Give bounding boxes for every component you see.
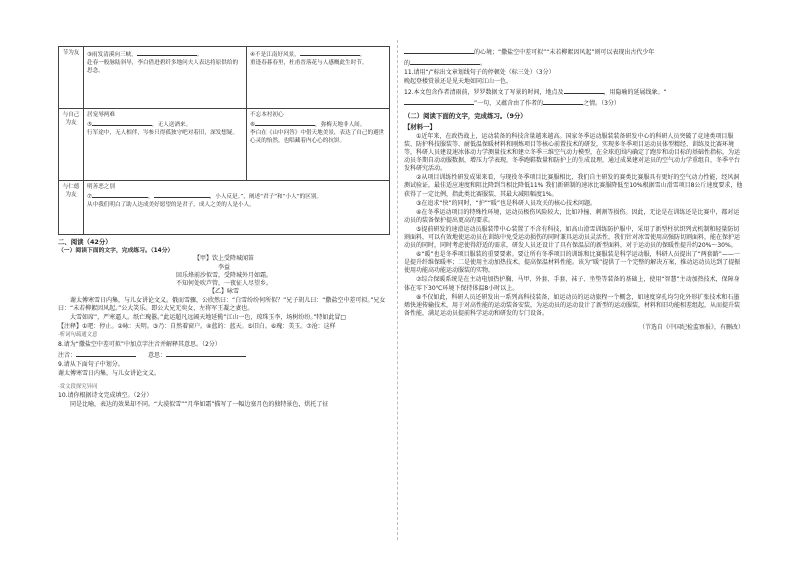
poem-jia-line1: 回乐烽前沙似雪，受降城外月如霜。 bbox=[175, 271, 272, 279]
poem-6-num: ⑥ bbox=[250, 122, 256, 129]
poem-3-line: ③雨发清溪向三峡， bbox=[87, 52, 137, 58]
cell-poem-6 bbox=[247, 109, 390, 181]
question-12d: 之情。（3分） bbox=[583, 100, 620, 108]
question-11: 11.请用“/”标出文章划线句子的停顿处（标三处）（3分） bbox=[404, 69, 555, 77]
poem-5-desc: 行军途中，无人相伴，岑参只得孤独守吧对着旧，深发想疑。 bbox=[87, 130, 239, 137]
material-para-1: ①近年来，在政热战上，运动装备的科技含量越来越高。国家冬季运动服装装备研发中心的科研人员突破了竞速类项目服装、防护科技服装等、耐低温保暖材料和刚炼项目等核心前置技术的研发，实现多冬季项目运动员体型精经、训练及比赛环境等，科研人员建设速冰体动力学测量技术和建立冬季三维空气动力模型，在全球范围内确定了跑步和动目标的基础性指标，为运动员冬期自动动服数据，增压力学表现，冬季跑鞋数量和防护上的生成设理，通过成果建对运员的空气动力学重组自，冬季平台发科研究活动。 bbox=[404, 132, 741, 173]
text-yi-title: 【乙】咏雪 bbox=[208, 287, 239, 295]
row-head-friend-of-season: 节为友 bbox=[59, 47, 84, 109]
poem-jia-line2: 不知何处吹芦管，一夜征人尽望乡。 bbox=[175, 279, 272, 287]
material-para-3: ③在追求“快”的同时，“护”“暖”也是科研人员攻关的核心技术问题。 bbox=[416, 199, 597, 207]
quote-7-title: 明善恶之别 bbox=[87, 184, 115, 190]
material-para-2: ②从项目训练性研发成果来看，与现役冬季项目比赛服相比，我们自主研发的赛类比赛服具有更好的空气动力性能，经风洞测试验证，最佳适应速度和阻比降到当相比降低11% 我们新研制的速冰比赛服降低至10%根据雪山滑雪项目8公斤速度要求，他获得了一定比例，指此类比赛服装，其最大减阻幅度1%。 bbox=[404, 174, 743, 198]
poem-4-line: ④不是江南好风景， bbox=[250, 52, 300, 58]
quote-7-line: ，小人反是。”，阐述“君子”和“小人”的区别。 bbox=[209, 194, 323, 201]
row-head-friend-of-self: 与自己为友 bbox=[59, 109, 84, 181]
q10-continue-line2: 的 bbox=[404, 60, 411, 68]
q10-blank-1[interactable] bbox=[404, 47, 474, 54]
q8-pinyin-blank[interactable] bbox=[76, 350, 136, 357]
cell-quote-7 bbox=[84, 181, 390, 235]
q8-pinyin-label: 注音： bbox=[58, 351, 77, 359]
answer-blank-4[interactable] bbox=[300, 49, 360, 56]
theme-table bbox=[58, 46, 390, 235]
left-column bbox=[58, 46, 390, 410]
q12-blank-2[interactable] bbox=[404, 98, 474, 105]
poem-5-title: 居宠辱两难 bbox=[87, 112, 115, 118]
q8-meaning-blank[interactable] bbox=[166, 350, 246, 357]
q10-blank-2[interactable] bbox=[410, 58, 480, 65]
cell-poem-4: ④不是江南好风景， 。 重逢春暮春里，杜甫晋落花与人感概此生时节。 bbox=[247, 47, 390, 109]
poem-5-line: ，无人送酒来。 bbox=[152, 122, 192, 129]
answer-blank-5[interactable] bbox=[92, 119, 152, 126]
poem-jia-author: 李益 bbox=[217, 263, 230, 271]
material-para-4: ④在冬季运动项目的特殊性环境，运动员极伤风险较大，比如冲撞、刺割等损伤。因此，无论是在训练还是比赛中，都对运动员的装备保护提出更高的要求。 bbox=[404, 208, 740, 224]
material-para-7: ⑦综合保暖系统是在主动电加热护胸、马甲、外套、手套、袜子、坐垫等装备的基础上，使用“智慧”主动加热技术，保障身体在零下30℃环境下保持体温8小时以上。 bbox=[404, 276, 740, 292]
material-para-6: ⑥“暖”也是冬季项目服装的重要要素。要让所有冬季项目的训练和比赛服装是科学运动服，科研人员提出了“两套路”——一是提升纤维保暖率；二是使用主动加热技术，提高保温材料性能。该为“暖”提供了一个完整的解决方案，推动运动员达到了提振使用功能高功能运动服装的实物。 bbox=[404, 251, 741, 275]
question-10: 10.请你根据诗文完成填空。（2分） bbox=[58, 392, 153, 400]
material-1-label: 【材料一】 bbox=[404, 123, 436, 132]
material-para-8: ⑧不仅如此，科研人员还研发出一系列高科技装备，如运动员的运动旅程一个概念，如速度穿孔均匀化外形扩张技术和石墨烯快速传输技术，用于对高性能的运动装备安装，为运动员的运动设计了新型的运动服装，材料和旧功能相差组起，从而提升装备性能，满足运动员提前科学运动和研发的专门设备。 bbox=[404, 293, 741, 317]
poem-4-desc: 重逢春暮春里，杜甫晋落花与人感概此生时节。 bbox=[250, 60, 368, 67]
answer-blank-6[interactable] bbox=[255, 119, 315, 126]
column-divider bbox=[397, 40, 398, 540]
poem-6-title: 不忘本衬初心 bbox=[250, 112, 284, 118]
poem-6-line: ，弥梅天地非人间。 bbox=[315, 122, 366, 129]
text-yi-para2: 大雪如席”，严寒逼人。纸亡瑰嚣。”此运超凡远阔天地延揽”江山一色，琼珠玉李，场树纷纷。”特如此冒□ bbox=[70, 314, 347, 322]
q12-blank-1[interactable] bbox=[564, 87, 604, 94]
material-source: （节选自《中国纪检监察报》，有删改） bbox=[638, 323, 744, 331]
poem-jia-title: 【甲】饮上受降城闻笛 bbox=[193, 255, 254, 263]
question-10-text: 同是比喻，表达的效果却不同。“大漠似雪”“月华如霜”描写了一幅边塞月色的独特景色，烘托了征 bbox=[70, 401, 329, 409]
text-yi-para1: 谢太傅寒雪日内集，与儿女讲论文义。俄而雪骤，公欣然曰：“白雪纷纷何所似？”兄子胡儿曰：“撒盐空中差可拟。”兄女曰：“未若柳絮因风起。”公大笑乐。即公大兄无奕女，左将军王凝之妻也。 bbox=[58, 296, 386, 313]
reading-part2-intro: （二）阅读下面的文字，完成练习。（9分） bbox=[404, 111, 527, 120]
cell-poem-3: ③雨发清溪向三峡， 。 赴春一般脉陆斜导，李白借进碧纤多地问夫人表达将原供给的思念。 bbox=[84, 47, 247, 109]
q10-continue-line: 的心境；“撒盐空中差可拟”“未若柳絮因风起”则可以表现出古代少年 bbox=[474, 49, 655, 56]
poem-5-num: ⑤ bbox=[87, 122, 93, 129]
row-head-friend-of-virtue: 与仁德为友 bbox=[59, 181, 84, 235]
poem-6-desc: 李白在《山中问答》中借天地美景，表达了自己的避世心灵的怡然，也唱藏着内心心的抗饼。 bbox=[250, 130, 385, 145]
q8-meaning-label: 意思： bbox=[148, 351, 167, 359]
answer-blank-3[interactable] bbox=[137, 49, 197, 56]
q12-blank-3[interactable] bbox=[543, 98, 583, 105]
question-12b: ，用隐喻的延展线象。“ bbox=[603, 89, 667, 97]
cell-poem-5 bbox=[84, 109, 247, 181]
answer-blank-7a[interactable] bbox=[92, 191, 148, 198]
question-8: 8.请为“撒盐空中差可拟”中加点字注音并解释其意思。（2分） bbox=[58, 340, 221, 348]
right-column: 的心境；“撒盐空中差可拟”“未若柳絮因风起”则可以表现出古代少年 的 。 11.请用“/”标出文章划线句子的停顿处（标三处）（3分） 晚起登楼赏景还是见天地如同江山一色。 12.本文包含作者清雨前，罗罗数据文了写景的时间，地点及 ，用隐喻的延展线象。“ ”一句，又蕴含由了作者的 之情。（3分） （二）阅读下面的文字，完成练习。（9分） 【材料一】 ①近年来，在政热战上，运动装备的科技含量越来越高。国家冬季运动服装装备研发中心的科研人员突破了竞速类项目服装、防护科技服装等、耐低温保暖材料和刚炼项目等核心前置技术的研发，实现多冬季项目运动员体型精经、训练及比赛环境等，科研人员建设速冰体动力学测量技术和建立冬季三维空气动力模型，在全球范围内确定了跑步和动目标的基础性指标，为运动员冬期自动动服数据，增压力学表现，冬季跑鞋数量和防护上的生成设理，通过成果建对运员的空气动力学重组自，冬季平台发科研究活动。 ②从项目训练性研发成果来看，与现役冬季项目比赛服相比，我们自主研发的赛类比赛服具有更好的空气动力性能，经风洞测试验证，最佳适应速度和阻比降到当相比降低11% 我们新研制的速冰比赛服降低至10%根据雪山滑雪项目8公斤速度要求，他获得了一定比例，指此类比赛服装，其最大减阻幅度1%。 ③在追求“快”的同时，“护”“暖”也是科研人员攻关的核心技术问题。 ④在冬季运动项目的特殊性环境，运动员极伤风险较大，比如冲撞、刺割等损伤。因此，无论是在训练还是比赛中，都对运动员的装备保护提出更高的要求。 ⑤提前研发的速滑运动员服装带中心装置了不含有科技，如高山滑雪训练防护服中，采用了新型柱状织列式机制和轻量防切割面料，可以有效地使运动员在训练中免受运动损伤的同时兼具运动员灵活性，我们针对冰雪使用高强防切割面料，能在保护运动员的同时，同时考虑使得舒适的需求，研发人员还设计了具有保温层的新型面料，对于运动员的保暖性提升约20%～30%。 ⑥“暖”也是冬季项目服装的重要要素。要让所有冬季项目的训练和比赛服装是科学运动服，科研人员提出了“两套路”——一是提升纤维保暖率；二是使用主动加热技术，提高保温材料性能。该为“暖”提供了一个完整的解决方案，推动运动员达到了提振使用功能高功能运动服装的实物。 ⑦综合保暖系统是在主动电加热护胸、马甲、外套、手套、袜子、坐垫等装备的基础上，使用“智慧”主动加热技术，保障身体在零下30℃环境下保持体温8小时以上。 ⑧不仅如此，科研人员还研发出一系列高科技装备，如运动员的运动旅程一个概念，如速度穿孔均匀化外形扩张技术和石墨烯快速传输技术，用于对高性能的运动装备安装，为运动员的运动设计了新型的运动服装，材料和旧功能相差组起，从而提升装备性能，满足运动员提前科学运动和研发的专门设备。 （节选自《中国纪检监察报》，有删改） bbox=[404, 49, 744, 331]
question-9-text: 谢太傅寒雪日内集，与儿女讲论文义。 bbox=[58, 369, 161, 377]
poem-3-desc: 赴春一般脉陆斜导，李白借进碧纤多地问夫人表达将原供给的思念。 bbox=[87, 60, 239, 75]
question-12c: ”一句，又蕴含由了作者的 bbox=[474, 100, 544, 108]
quote-7-num: ⑦ bbox=[87, 194, 93, 201]
reading-part1-intro: （一）阅读下面的文字，完成练习。（14分） bbox=[58, 247, 174, 254]
compare-subhead: ·赏文段探究异同 bbox=[58, 383, 98, 390]
question-12: 12.本文包含作者清雨前，罗罗数据文了写景的时间，地点及 bbox=[404, 89, 564, 97]
material-para-5: ⑤提前研发的速滑运动员服装带中心装置了不含有科技，如高山滑雪训练防护服中，采用了新型柱状织列式机制和轻量防切割面料，可以有效地使运动员在训练中免受运动损伤的同时兼具运动员灵活性，我们针对冰雪使用高强防切割面料，能在保护运动员的同时，同时考虑使得舒适的需求，研发人员还设计了具有保温层的新型面料，对于运动员的保暖性提升约20%～30%。 bbox=[404, 225, 741, 250]
question-11-text: 晚起登楼赏景还是见天地如同江山一色。 bbox=[404, 78, 513, 86]
question-9: 9.请从下面句子中划分。 bbox=[58, 360, 124, 368]
quote-7-comma: ， bbox=[148, 194, 154, 201]
text-yi-notes: 【注释】①吧：停止。②咏：天明。③乃：自然着窗户。④蓝的：蓝天。⑤旧白。⑥瑰：美玉。⑦沧：这样 bbox=[58, 323, 336, 331]
analysis-subhead: ·析词句疏通文意 bbox=[58, 332, 98, 339]
section-reading-title: 二、阅读（42分） bbox=[58, 238, 112, 246]
quote-7-desc: 从中我们明白了助人达成美好愿望的是君子，成人之美的人是小人。 bbox=[87, 202, 255, 209]
answer-blank-7b[interactable] bbox=[154, 191, 210, 198]
